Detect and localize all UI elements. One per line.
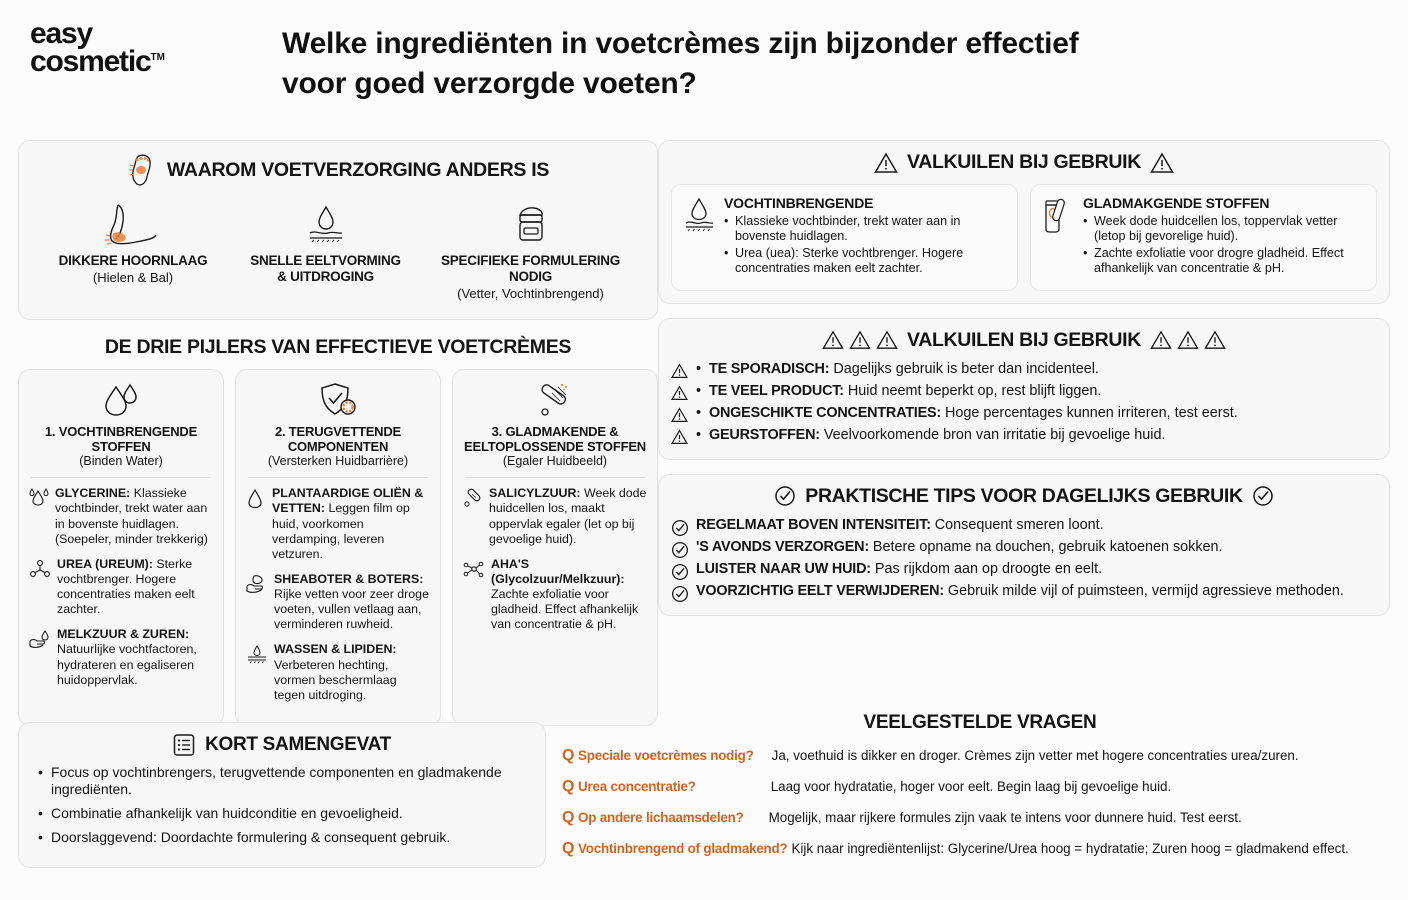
faq-question-1: Urea concentratie? — [578, 779, 696, 794]
shield-check-icon — [246, 380, 430, 422]
bullet: • — [696, 360, 702, 377]
faq-marker: Q — [562, 840, 575, 857]
pitfalls-top-card — [658, 140, 1390, 304]
check-circle-icon — [671, 537, 689, 559]
page-header — [0, 0, 1408, 118]
pillar-1-item-2-text: MELKZUUR & ZUREN: Natuurlijke vochtfactoren, hydrateren en egaliseren huidoppervlak. — [57, 627, 197, 687]
bullet: • — [696, 426, 702, 443]
list-icon — [173, 733, 195, 757]
pillar-1-item-1 — [29, 557, 213, 618]
tips-row-2-text: LUISTER NAAR UW HUID: Pas rijkdom aan op droogte en eelt. — [696, 560, 1103, 577]
tips-rows — [671, 515, 1377, 603]
pitfalls-main-row-0-text: TE SPORADISCH: Dagelijks gebruik is beter dan incidenteel. — [709, 360, 1099, 377]
molecule-icon — [463, 557, 485, 633]
pillar-3-item-0 — [463, 486, 647, 547]
pillar-2-item-1 — [246, 572, 430, 633]
pitfalls-main-row-3 — [671, 425, 1377, 447]
faq-answer-2: Mogelijk, maar rijkere formules zijn vaak te intens voor dunnere huid. Test eerst. — [768, 810, 1242, 825]
hand-drop-icon — [29, 627, 51, 688]
list-item: • Focus op vochtinbrengers, terugvettende componenten en gladmakende ingrediënten. — [33, 764, 531, 798]
droplets-small-icon — [29, 486, 49, 547]
summary-heading — [33, 733, 531, 757]
check-circle-icon — [1252, 485, 1274, 507]
left-column — [18, 140, 658, 726]
why-item-2-title: SPECIFIEKE FORMULERING NODIG — [440, 253, 620, 285]
list-item: • Combinatie afhankelijk van huidconditie en gevoeligheid. — [33, 805, 531, 822]
droplet-skin-layers-icon — [237, 199, 414, 247]
warning-triangle-icon — [671, 381, 689, 401]
pillar-3-item-1-text: AHA'S (Glycolzuur/Melkzuur): Zachte exfoliatie voor gladheid. Effect afhankelijk van concentratie & pH. — [491, 556, 639, 632]
pillar-3-item-0-text: SALICYLZUUR: Week dode huidcellen los, maakt oppervlak egaler (let op bij gevoelige huid). — [489, 486, 647, 546]
trademark-mark: TM — [150, 51, 165, 63]
page-title-line-1: Welke ingrediënten in voetcrèmes zijn bijzonder effectief — [282, 27, 1079, 60]
why-heading — [33, 153, 643, 187]
faq-marker: Q — [562, 809, 575, 826]
brand-logo — [0, 14, 282, 78]
warning-triangle-icon-group-left — [822, 330, 898, 350]
why-item-0-title: DIKKERE HOORNLAAG — [58, 253, 208, 268]
list-item: • Zachte exfoliatie voor drogre gladheid. Effect afhankelijk van concentratie & pH. — [1083, 246, 1366, 277]
list-item: • Urea (uea): Sterke vochtbrenger. Hogere concentraties maken eelt zachter. — [724, 246, 1007, 277]
faq-row-2 — [562, 809, 1398, 827]
pillars-heading: DE DRIE PIJLERS VAN EFFECTIEVE VOETCRÈMES — [104, 335, 572, 358]
pitfalls-top-item-1 — [1030, 184, 1377, 291]
faq-row-0 — [562, 747, 1398, 765]
pillar-2-title: 2. TERUGVETTENDE COMPONENTEN — [274, 423, 402, 454]
warning-triangle-icon — [671, 425, 689, 445]
bullet: • — [696, 404, 702, 421]
summary-heading-text: KORT SAMENGEVAT — [205, 734, 391, 755]
list-item: • Klassieke vochtbinder, trekt water aan in bovenste huidlagen. — [724, 214, 1007, 245]
pitfalls-top-item-0-list — [724, 214, 1007, 277]
pillar-card-3 — [452, 369, 658, 726]
pillars-row — [18, 369, 658, 726]
tips-heading — [671, 485, 1377, 508]
pitfalls-top-heading-text: VALKUILEN BIJ GEBRUIK — [907, 151, 1141, 173]
pillar-card-2 — [235, 369, 441, 726]
divider — [31, 477, 211, 478]
brand-line-1: easy — [30, 17, 92, 50]
pillar-2-item-0 — [246, 486, 430, 562]
pillar-1-item-1-text: UREA (UREUM): Sterke vochtbrenger. Hogere concentraties maken eelt zachter. — [57, 556, 195, 617]
tips-row-3-text: VOORZICHTIG EELT VERWIJDEREN: Gebruik milde vijl of puimsteen, vermijd agressieve methoden. — [696, 582, 1344, 599]
faq-question-0: Speciale voetcrèmes nodig? — [578, 748, 754, 763]
tips-heading-text: PRAKTISCHE TIPS VOOR DAGELIJKS GEBRUIK — [805, 484, 1243, 507]
pillar-2-item-0-text: PLANTAARDIGE OLIËN & VETTEN: Leggen film op huid, voorkomen verdamping, leveren vetzuren. — [272, 486, 424, 561]
check-circle-icon — [671, 559, 689, 581]
pitfalls-main-row-3-text: GEURSTOFFEN: Veelvoorkomende bron van irritatie bij gevoelige huid. — [709, 426, 1166, 443]
pillar-2-item-1-text: SHEABOTER & BOTERS: Rijke vetten voor zeer droge voeten, vullen vetlaag aan, verminderen ruwheid. — [274, 571, 429, 632]
droplet-icon — [246, 486, 266, 562]
pillar-3-sub: (Egaler Huidbeeld) — [502, 454, 608, 469]
page-title — [282, 14, 1079, 104]
warning-triangle-icon — [671, 359, 689, 379]
hand-butter-icon — [246, 572, 268, 633]
faq-row-1 — [562, 778, 1398, 796]
pillar-1-item-0 — [29, 486, 213, 547]
pillar-card-1 — [18, 369, 224, 726]
check-circle-icon — [671, 515, 689, 537]
pitfalls-top-item-0 — [671, 184, 1018, 291]
divider — [248, 477, 428, 478]
pitfalls-main-rows — [671, 359, 1377, 447]
pitfalls-main-row-1-text: TE VEEL PRODUCT: Huid neemt beperkt op, rest blijft liggen. — [709, 382, 1102, 399]
warning-triangle-icon — [671, 403, 689, 423]
pitfalls-top-heading — [671, 151, 1377, 174]
faq-question-2: Op andere lichaamsdelen? — [578, 810, 744, 825]
pitfalls-top-item-1-title: GLADMAKGENDE STOFFEN — [1083, 195, 1270, 211]
tips-row-0-text: REGELMAAT BOVEN INTENSITEIT: Consequent smeren loont. — [696, 516, 1104, 533]
pitfalls-main-card — [658, 318, 1390, 460]
faq-marker: Q — [562, 747, 575, 764]
pitfalls-top-item-1-list — [1083, 214, 1366, 277]
pillar-1-item-2 — [29, 627, 213, 688]
right-column — [658, 140, 1390, 630]
pillar-1-title: 1. VOCHTINBRENGENDE STOFFEN — [44, 423, 198, 454]
warning-triangle-icon — [874, 152, 898, 174]
pitfalls-main-row-2 — [671, 403, 1377, 425]
pitfalls-main-row-0 — [671, 359, 1377, 381]
tube-file-icon — [1041, 195, 1075, 278]
pillar-3-title: 3. GLADMAKENDE & EELTOPLOSSENDE STOFFEN — [464, 423, 646, 454]
pillar-2-item-2 — [246, 642, 430, 703]
pillar-2-item-2-text: WASSEN & LIPIDEN: Verbeteren hechting, vormen beschermlaag tegen uitdroging. — [274, 642, 397, 702]
list-item: • Doorslaggevend: Doordachte formulering & consequent gebruik. — [33, 829, 531, 846]
tips-row-3 — [671, 581, 1377, 603]
page-title-line-2: voor goed verzorgde voeten? — [282, 66, 697, 100]
tips-row-0 — [671, 515, 1377, 537]
pillar-2-sub: (Versterken Huidbarrière) — [267, 454, 409, 469]
foot-top-icon — [127, 153, 157, 187]
nail-file-icon — [463, 380, 647, 422]
pillar-3-item-1 — [463, 557, 647, 633]
divider — [465, 477, 645, 478]
tips-card — [658, 474, 1390, 616]
check-circle-icon — [671, 581, 689, 603]
why-item-1-title: SNELLE EELTVORMING — [250, 253, 401, 268]
summary-card — [18, 722, 546, 868]
pitfalls-main-heading-text: VALKUILEN BIJ GEBRUIK — [907, 328, 1141, 351]
lipid-layers-icon — [246, 642, 268, 703]
cream-jar-icon — [422, 199, 639, 247]
why-item-0 — [33, 199, 233, 303]
faq-answer-0: Ja, voethuid is dikker en droger. Crèmes zijn vetter met hogere concentraties urea/zuren. — [771, 748, 1299, 763]
summary-list — [33, 764, 531, 846]
warning-triangle-icon-group-right — [1150, 330, 1226, 350]
nail-file-small-icon — [463, 486, 483, 547]
pitfalls-main-row-2-text: ONGESCHIKTE CONCENTRATIES: Hoge percentages kunnen irriteren, test eerst. — [709, 404, 1238, 421]
droplets-icon — [29, 380, 213, 422]
why-card — [18, 140, 658, 320]
check-circle-icon — [774, 485, 796, 507]
why-item-2-sub: (Vetter, Vochtinbrengend) — [457, 286, 604, 302]
faq-title: VEELGESTELDE VRAGEN — [863, 712, 1097, 733]
faq-answer-1: Laag voor hydratatie, hoger voor eelt. Begin laag bij gevoelige huid. — [770, 779, 1172, 794]
faq-marker: Q — [562, 778, 575, 795]
pitfalls-main-heading — [671, 329, 1377, 352]
faq-question-3: Vochtinbrengend of gladmakend? — [578, 841, 788, 856]
tips-row-2 — [671, 559, 1377, 581]
why-item-1 — [233, 199, 418, 303]
droplet-skin-layers-icon — [682, 195, 716, 278]
pillar-1-item-0-text: GLYCERINE: Klassieke vochtbinder, trekt water aan in bovenste huidlagen. (Soepeler, minder trekkerig) — [55, 486, 208, 546]
foot-side-icon — [37, 199, 229, 247]
bullet: • — [696, 382, 702, 399]
warning-triangle-icon — [1150, 152, 1174, 174]
why-item-0-sub: (Hielen & Bal) — [92, 270, 174, 286]
molecule-icon — [29, 557, 51, 618]
faq-section — [562, 712, 1398, 858]
faq-answer-3: Kijk naar ingrediëntenlijst: Glycerine/Urea hoog = hydratatie; Zuren hoog = gladmakend effect. — [791, 841, 1349, 856]
why-item-2 — [418, 199, 643, 303]
pitfalls-main-row-1 — [671, 381, 1377, 403]
why-item-1-title2: & UITDROGING — [277, 269, 374, 285]
pitfalls-top-item-0-title: VOCHTINBRENGENDE — [724, 195, 874, 211]
pillar-1-sub: (Binden Water) — [79, 454, 163, 469]
tips-row-1 — [671, 537, 1377, 559]
why-heading-text: WAAROM VOETVERZORGING ANDERS IS — [166, 158, 550, 181]
tips-row-1-text: 'S AVONDS VERZORGEN: Betere opname na douchen, gebruik katoenen sokken. — [696, 538, 1223, 555]
brand-line-2: cosmetic — [30, 44, 151, 78]
list-item: • Week dode huidcellen los, toppervlak vetter (letop bij gevorelige huid). — [1083, 214, 1366, 245]
faq-row-3 — [562, 840, 1398, 858]
